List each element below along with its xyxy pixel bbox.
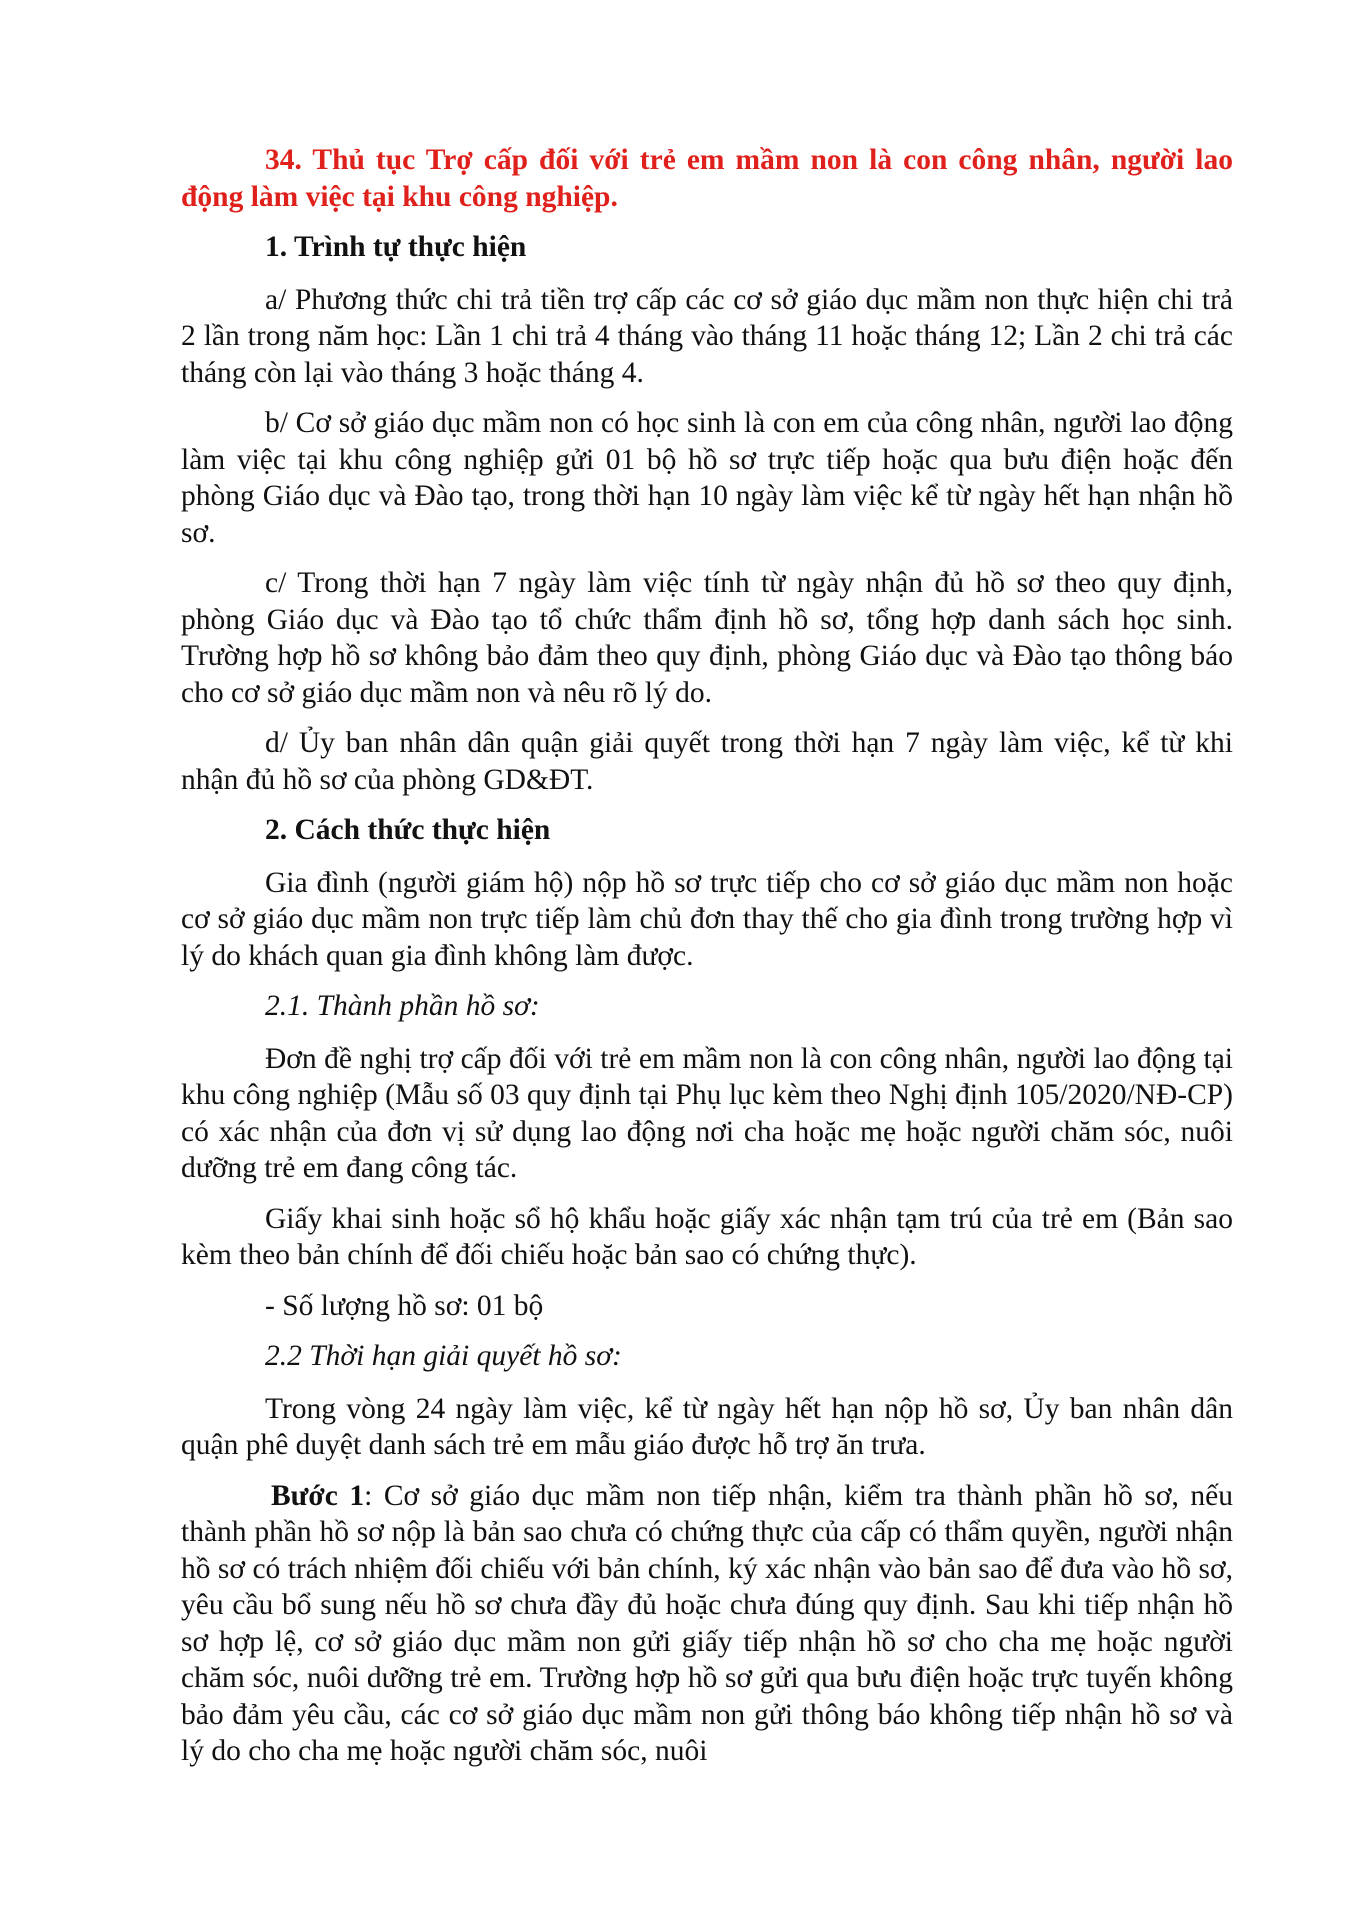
- section-1-item-b: b/ Cơ sở giáo dục mầm non có học sinh là con em của công nhân, người lao động làm việc tại khu công nghiệp gửi 01 bộ hồ sơ trực tiếp hoặc qua bưu điện hoặc đến phòng Giáo dục và Đào tạo, trong thời hạn 10 ngày làm việc kể từ ngày hết hạn nhận hồ sơ.: [181, 407, 1233, 549]
- section-1-item-d: d/ Ủy ban nhân dân quận giải quyết trong thời hạn 7 ngày làm việc, kể từ khi nhận đủ hồ sơ của phòng GD&ĐT.: [181, 727, 1233, 796]
- subsection-2-1-item-2: Giấy khai sinh hoặc sổ hộ khẩu hoặc giấy xác nhận tạm trú của trẻ em (Bản sao kèm theo bản chính để đối chiếu hoặc bản sao có chứng thực).: [181, 1202, 1233, 1271]
- document-title: 34. Thủ tục Trợ cấp đối với trẻ em mầm non là con công nhân, người lao động làm việc tại khu công nghiệp.: [181, 144, 1233, 213]
- subsection-2-2-heading: 2.2 Thời hạn giải quyết hồ sơ:: [265, 1340, 622, 1372]
- step-1-text: : Cơ sở giáo dục mầm non tiếp nhận, kiểm tra thành phần hồ sơ, nếu thành phần hồ sơ nộp là bản sao chưa có chứng thực của cấp có thẩm quyền, người nhận hồ sơ có trách nhiệm đối chiếu với bản chính, ký xác nhận vào bản sao để đưa vào hồ sơ, yêu cầu bổ sung nếu hồ sơ chưa đầy đủ hoặc chưa đúng quy định. Sau khi tiếp nhận hồ sơ hợp lệ, cơ sở giáo dục mầm non gửi giấy tiếp nhận hồ sơ cho cha mẹ hoặc người chăm sóc, nuôi dưỡng trẻ em. Trường hợp hồ sơ gửi qua bưu điện hoặc trực tuyến không bảo đảm yêu cầu, các cơ sở giáo dục mầm non gửi thông báo không tiếp nhận hồ sơ và lý do cho cha mẹ hoặc người chăm sóc, nuôi: [181, 1479, 1233, 1767]
- step-1-paragraph: [181, 1478, 1233, 1770]
- section-2-heading: 2. Cách thức thực hiện: [265, 814, 551, 846]
- section-1-heading: 1. Trình tự thực hiện: [265, 231, 527, 263]
- section-1-item-a: a/ Phương thức chi trả tiền trợ cấp các cơ sở giáo dục mầm non thực hiện chi trả 2 lần trong năm học: Lần 1 chi trả 4 tháng vào tháng 11 hoặc tháng 12; Lần 2 chi trả các tháng còn lại vào tháng 3 hoặc tháng 4.: [181, 283, 1233, 389]
- subsection-2-2-text: Trong vòng 24 ngày làm việc, kể từ ngày hết hạn nộp hồ sơ, Ủy ban nhân dân quận phê duyệt danh sách trẻ em mẫu giáo được hỗ trợ ăn trưa.: [181, 1392, 1233, 1461]
- subsection-2-1-item-1: Đơn đề nghị trợ cấp đối với trẻ em mầm non là con công nhân, người lao động tại khu công nghiệp (Mẫu số 03 quy định tại Phụ lục kèm theo Nghị định 105/2020/NĐ-CP) có xác nhận của đơn vị sử dụng lao động nơi cha hoặc mẹ hoặc người chăm sóc, nuôi dưỡng trẻ em đang công tác.: [181, 1042, 1233, 1184]
- step-1-label: Bước 1: [271, 1479, 365, 1512]
- section-1-item-c: c/ Trong thời hạn 7 ngày làm việc tính từ ngày nhận đủ hồ sơ theo quy định, phòng Giáo dục và Đào tạo tổ chức thẩm định hồ sơ, tổng hợp danh sách học sinh. Trường hợp hồ sơ không bảo đảm theo quy định, phòng Giáo dục và Đào tạo thông báo cho cơ sở giáo dục mầm non và nêu rõ lý do.: [181, 567, 1233, 709]
- subsection-2-1-item-3: - Số lượng hồ sơ: 01 bộ: [265, 1289, 544, 1322]
- subsection-2-1-heading: 2.1. Thành phần hồ sơ:: [265, 990, 540, 1022]
- section-2-intro: Gia đình (người giám hộ) nộp hồ sơ trực tiếp cho cơ sở giáo dục mầm non hoặc cơ sở giáo dục mầm non trực tiếp làm chủ đơn thay thế cho gia đình trong trường hợp vì lý do khách quan gia đình không làm được.: [181, 866, 1233, 972]
- document-body: [181, 142, 1233, 1770]
